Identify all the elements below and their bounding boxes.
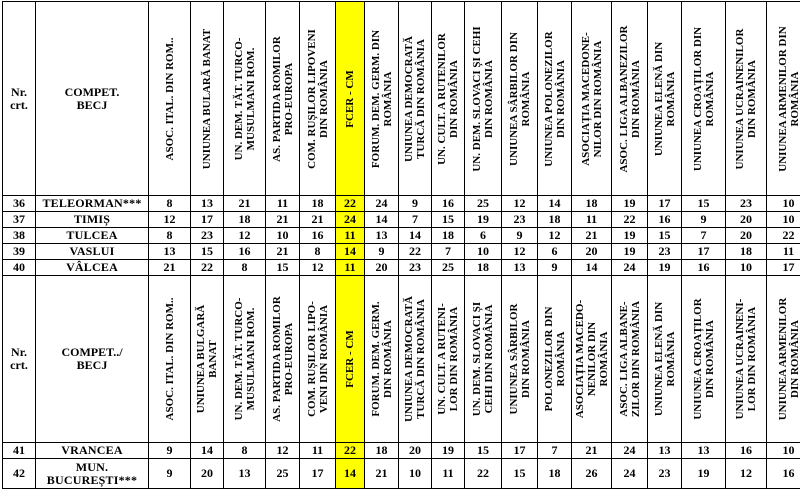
value-cell: 17 xyxy=(191,212,224,228)
org-header xyxy=(612,2,648,196)
value-cell: 22 xyxy=(336,443,365,459)
value-cell: 9 xyxy=(365,244,399,260)
value-cell: 19 xyxy=(465,212,502,228)
value-cell: 22 xyxy=(399,244,432,260)
org-header xyxy=(149,2,191,196)
value-cell: 11 xyxy=(336,260,365,276)
value-cell: 22 xyxy=(336,196,365,212)
org-header-label: UN. CULT. A RUTENILOR DIN ROMÂNIA xyxy=(436,32,460,165)
value-cell: 9 xyxy=(502,228,538,244)
value-cell: 10 xyxy=(399,459,432,489)
org-header xyxy=(502,2,538,196)
value-cell: 12 xyxy=(726,459,767,489)
value-cell: 19 xyxy=(612,196,648,212)
nr-header: Nr. crt. xyxy=(3,276,36,443)
value-cell: 19 xyxy=(648,260,682,276)
row-number: 42 xyxy=(3,459,36,489)
value-cell: 26 xyxy=(572,459,612,489)
org-header-label: COM. RUȘILOR LIPOVENI DIN ROMÂNIA xyxy=(305,28,330,169)
value-cell: 13 xyxy=(149,244,191,260)
value-cell: 22 xyxy=(767,228,800,244)
value-cell: 11 xyxy=(266,196,300,212)
org-header-label: COM. RUȘILOR LIPO- VENI DIN ROMÂNIA xyxy=(305,301,330,417)
org-header-label: UNIUNEA POLONEZILOR DIN ROMÂNIA xyxy=(542,30,567,167)
value-cell: 15 xyxy=(266,260,300,276)
org-header-label: UN. DEM. SLOVACI ȘI CEHI DIN ROMÂNIA xyxy=(471,25,495,172)
org-header-label: FORUM. DEM. GERM. DIN ROMÂNIA xyxy=(369,301,394,417)
value-cell: 18 xyxy=(465,260,502,276)
value-cell: 10 xyxy=(767,443,800,459)
value-cell: 15 xyxy=(502,459,538,489)
value-cell: 19 xyxy=(612,244,648,260)
value-cell: 17 xyxy=(502,443,538,459)
value-cell: 16 xyxy=(300,228,336,244)
value-cell: 24 xyxy=(612,443,648,459)
value-cell: 23 xyxy=(726,196,767,212)
table-row xyxy=(3,459,800,489)
table-row xyxy=(3,196,800,212)
value-cell: 14 xyxy=(191,443,224,459)
value-cell: 12 xyxy=(538,228,572,244)
value-cell: 21 xyxy=(149,260,191,276)
table-row xyxy=(3,228,800,244)
org-header xyxy=(224,2,266,196)
value-cell: 16 xyxy=(682,260,726,276)
county-name: VÂLCEA xyxy=(36,260,149,276)
value-cell: 7 xyxy=(682,228,726,244)
org-header xyxy=(365,2,399,196)
value-cell: 21 xyxy=(266,244,300,260)
value-cell: 6 xyxy=(465,228,502,244)
org-header xyxy=(300,276,336,443)
value-cell: 18 xyxy=(365,443,399,459)
value-cell: 24 xyxy=(365,196,399,212)
org-header-label: UNIUNEA DEMOCRATĂ TURCĂ DIN ROMÂNIA xyxy=(403,296,427,422)
org-header-label: UNIUNEA SÂRBILOR DIN ROMÂNIA xyxy=(507,303,532,415)
value-cell: 19 xyxy=(432,443,465,459)
org-header xyxy=(465,276,502,443)
row-number: 41 xyxy=(3,443,36,459)
value-cell: 11 xyxy=(300,443,336,459)
org-header-label: ASOCIAȚIA MACEDONE- NILOR DIN ROMÂNIA xyxy=(579,31,604,166)
value-cell: 14 xyxy=(399,228,432,244)
table-row xyxy=(3,244,800,260)
org-header-label: ASOC. LIGA ALBANEZILOR DIN ROMÂNIA xyxy=(617,25,642,173)
value-cell: 22 xyxy=(191,260,224,276)
value-cell: 9 xyxy=(399,196,432,212)
org-header xyxy=(726,2,767,196)
org-header-label: UNIUNEA UCRAINENILOR DIN ROMÂNIA xyxy=(734,28,758,169)
value-cell: 12 xyxy=(224,228,266,244)
org-header-label: UN. DEM. TĂT. TURCO- MUSULMANI ROM. xyxy=(232,37,257,160)
org-header xyxy=(266,276,300,443)
value-cell: 18 xyxy=(538,212,572,228)
org-header xyxy=(502,276,538,443)
org-header-label: UNIUNEA BULARĂ BANAT xyxy=(201,28,213,169)
org-header xyxy=(432,2,465,196)
value-cell: 13 xyxy=(502,260,538,276)
value-cell: 23 xyxy=(648,244,682,260)
value-cell: 20 xyxy=(726,228,767,244)
value-cell: 17 xyxy=(648,196,682,212)
value-cell: 23 xyxy=(502,212,538,228)
org-header-label: UNIUNEA ARMENILOR DIN ROMÂNIA xyxy=(776,297,800,421)
value-cell: 16 xyxy=(648,212,682,228)
value-cell: 10 xyxy=(726,260,767,276)
value-cell: 7 xyxy=(538,443,572,459)
value-cell: 14 xyxy=(538,196,572,212)
value-cell: 11 xyxy=(432,459,465,489)
org-header xyxy=(648,276,682,443)
county-name: MUN. BUCUREȘTI*** xyxy=(36,459,149,489)
value-cell: 10 xyxy=(266,228,300,244)
value-cell: 21 xyxy=(300,212,336,228)
table-row xyxy=(3,443,800,459)
row-number: 39 xyxy=(3,244,36,260)
value-cell: 23 xyxy=(191,228,224,244)
org-header-label: UN. CULT. A RUTENI- LOR DIN ROMÂNIA xyxy=(436,303,460,415)
org-header-label: UNIUNEA CROAȚILOR DIN ROMÂNIA xyxy=(691,298,716,420)
org-header xyxy=(648,2,682,196)
second_header-row xyxy=(3,276,800,443)
org-header-label: ASOC. LIGA ALBANE- ZILOR DIN ROMÂNIA xyxy=(617,300,642,418)
value-cell: 20 xyxy=(726,212,767,228)
org-header xyxy=(432,276,465,443)
org-header xyxy=(538,2,572,196)
org-header-label: POLONEZILOR DIN ROMÂNIA xyxy=(542,306,567,412)
org-header xyxy=(465,2,502,196)
org-header xyxy=(682,2,726,196)
row-number: 37 xyxy=(3,212,36,228)
value-cell: 20 xyxy=(365,260,399,276)
value-cell: 14 xyxy=(365,212,399,228)
value-cell: 13 xyxy=(365,228,399,244)
table-row xyxy=(3,212,800,228)
value-cell: 8 xyxy=(224,443,266,459)
org-header-label: UNIUNEA BULGARĂ BANAT xyxy=(195,304,219,414)
value-cell: 22 xyxy=(612,212,648,228)
org-header xyxy=(149,276,191,443)
value-cell: 16 xyxy=(432,196,465,212)
value-cell: 18 xyxy=(224,212,266,228)
value-cell: 8 xyxy=(300,244,336,260)
value-cell: 11 xyxy=(572,212,612,228)
value-cell: 14 xyxy=(572,260,612,276)
org-header-label: AS. PARTIDA ROMILOR PRO-EUROPA xyxy=(270,35,295,162)
county-name: TIMIȘ xyxy=(36,212,149,228)
org-header xyxy=(767,276,800,443)
value-cell: 17 xyxy=(300,459,336,489)
org-header-label: ASOC. ITAL. DIN ROM.. xyxy=(163,297,176,421)
value-cell: 10 xyxy=(767,196,800,212)
value-cell: 18 xyxy=(726,244,767,260)
value-cell: 12 xyxy=(266,443,300,459)
value-cell: 9 xyxy=(538,260,572,276)
value-cell: 9 xyxy=(682,212,726,228)
org-header xyxy=(300,2,336,196)
value-cell: 12 xyxy=(502,196,538,212)
value-cell: 19 xyxy=(612,228,648,244)
value-cell: 13 xyxy=(224,459,266,489)
value-cell: 21 xyxy=(365,459,399,489)
org-header-label: UNIUNEA SÂRBILOR DIN ROMÂNIA xyxy=(507,31,532,166)
org-header-label: UN. DEM. SLOVACI ȘI CEHI DIN ROMÂNIA xyxy=(471,301,495,417)
county-name: VASLUI xyxy=(36,244,149,260)
value-cell: 15 xyxy=(465,443,502,459)
value-cell: 16 xyxy=(224,244,266,260)
org-header xyxy=(538,276,572,443)
value-cell: 20 xyxy=(572,244,612,260)
compet-header: COMPET../ BECJ xyxy=(36,276,149,443)
value-cell: 25 xyxy=(266,459,300,489)
value-cell: 18 xyxy=(432,228,465,244)
value-cell: 21 xyxy=(266,212,300,228)
value-cell: 18 xyxy=(538,459,572,489)
first_header-row xyxy=(3,2,800,196)
org-header-label: UN. DEM. TĂT. TURCO- MUSULMANI ROM. xyxy=(232,297,257,421)
org-header xyxy=(399,276,432,443)
value-cell: 18 xyxy=(572,196,612,212)
value-cell: 9 xyxy=(149,443,191,459)
value-cell: 24 xyxy=(336,212,365,228)
org-header-label: UNIUNEA ELENĂ DIN ROMÂNIA xyxy=(652,301,677,417)
org-header xyxy=(336,276,365,443)
org-header xyxy=(336,2,365,196)
org-header xyxy=(365,276,399,443)
nr-header: Nr. crt. xyxy=(3,2,36,196)
value-cell: 10 xyxy=(767,212,800,228)
allocation-table xyxy=(2,1,800,489)
value-cell: 18 xyxy=(300,196,336,212)
value-cell: 15 xyxy=(648,228,682,244)
value-cell: 9 xyxy=(149,459,191,489)
value-cell: 16 xyxy=(767,459,800,489)
org-header-label: FCER - CM xyxy=(344,69,356,128)
value-cell: 13 xyxy=(191,196,224,212)
value-cell: 8 xyxy=(149,196,191,212)
org-header-label: AS. PARTIDA ROMILOR PRO-EUROPA xyxy=(270,296,295,422)
value-cell: 11 xyxy=(336,228,365,244)
org-header-label: UNIUNEA CROAȚILOR DIN ROMÂNIA xyxy=(691,26,716,171)
value-cell: 24 xyxy=(612,260,648,276)
value-cell: 6 xyxy=(538,244,572,260)
county-name: TELEORMAN*** xyxy=(36,196,149,212)
org-header-label: FORUM. DEM. GERM. DIN ROMÂNIA xyxy=(369,29,394,168)
org-header xyxy=(572,276,612,443)
value-cell: 21 xyxy=(224,196,266,212)
value-cell: 8 xyxy=(149,228,191,244)
org-header-label: UNIUNEA ELENĂ DIN ROMÂNIA xyxy=(652,41,677,156)
org-header xyxy=(767,2,800,196)
value-cell: 11 xyxy=(767,244,800,260)
value-cell: 10 xyxy=(465,244,502,260)
value-cell: 8 xyxy=(224,260,266,276)
value-cell: 25 xyxy=(465,196,502,212)
org-header xyxy=(612,276,648,443)
org-header-label: UNIUNEA ARMENILOR DIN ROMÂNIA xyxy=(776,25,800,172)
org-header xyxy=(572,2,612,196)
value-cell: 15 xyxy=(191,244,224,260)
value-cell: 12 xyxy=(149,212,191,228)
value-cell: 7 xyxy=(432,244,465,260)
row-number: 36 xyxy=(3,196,36,212)
table-body xyxy=(3,2,800,489)
value-cell: 22 xyxy=(465,459,502,489)
table-row xyxy=(3,260,800,276)
org-header xyxy=(191,2,224,196)
org-header xyxy=(224,276,266,443)
value-cell: 16 xyxy=(726,443,767,459)
value-cell: 24 xyxy=(612,459,648,489)
value-cell: 12 xyxy=(300,260,336,276)
row-number: 38 xyxy=(3,228,36,244)
compet-header: COMPET. BECJ xyxy=(36,2,149,196)
value-cell: 17 xyxy=(682,244,726,260)
org-header xyxy=(191,276,224,443)
county-name: TULCEA xyxy=(36,228,149,244)
value-cell: 17 xyxy=(767,260,800,276)
value-cell: 23 xyxy=(399,260,432,276)
value-cell: 15 xyxy=(682,196,726,212)
org-header xyxy=(266,2,300,196)
org-header-label: UNIUNEA UCRAINENI- LOR DIN ROMÂNIA xyxy=(734,298,758,420)
org-header-label: ASOCIAȚIA MACEDO- NENILOR DIN ROMÂNIA xyxy=(573,299,610,419)
value-cell: 19 xyxy=(682,459,726,489)
org-header-label: ASOC. ITAL. DIN ROM.. xyxy=(163,37,176,160)
value-cell: 21 xyxy=(572,443,612,459)
value-cell: 21 xyxy=(572,228,612,244)
org-header xyxy=(399,2,432,196)
value-cell: 20 xyxy=(399,443,432,459)
value-cell: 14 xyxy=(336,459,365,489)
value-cell: 13 xyxy=(648,443,682,459)
org-header xyxy=(682,276,726,443)
value-cell: 14 xyxy=(336,244,365,260)
county-name: VRANCEA xyxy=(36,443,149,459)
value-cell: 20 xyxy=(191,459,224,489)
value-cell: 13 xyxy=(682,443,726,459)
value-cell: 7 xyxy=(399,212,432,228)
row-number: 40 xyxy=(3,260,36,276)
org-header-label: UNIUNEA DEMOCRATĂ TURCĂ DIN ROMÂNIA xyxy=(403,35,427,162)
value-cell: 23 xyxy=(648,459,682,489)
org-header-label: FCER - CM xyxy=(344,330,356,388)
value-cell: 15 xyxy=(432,212,465,228)
org-header xyxy=(726,276,767,443)
value-cell: 12 xyxy=(502,244,538,260)
value-cell: 25 xyxy=(432,260,465,276)
